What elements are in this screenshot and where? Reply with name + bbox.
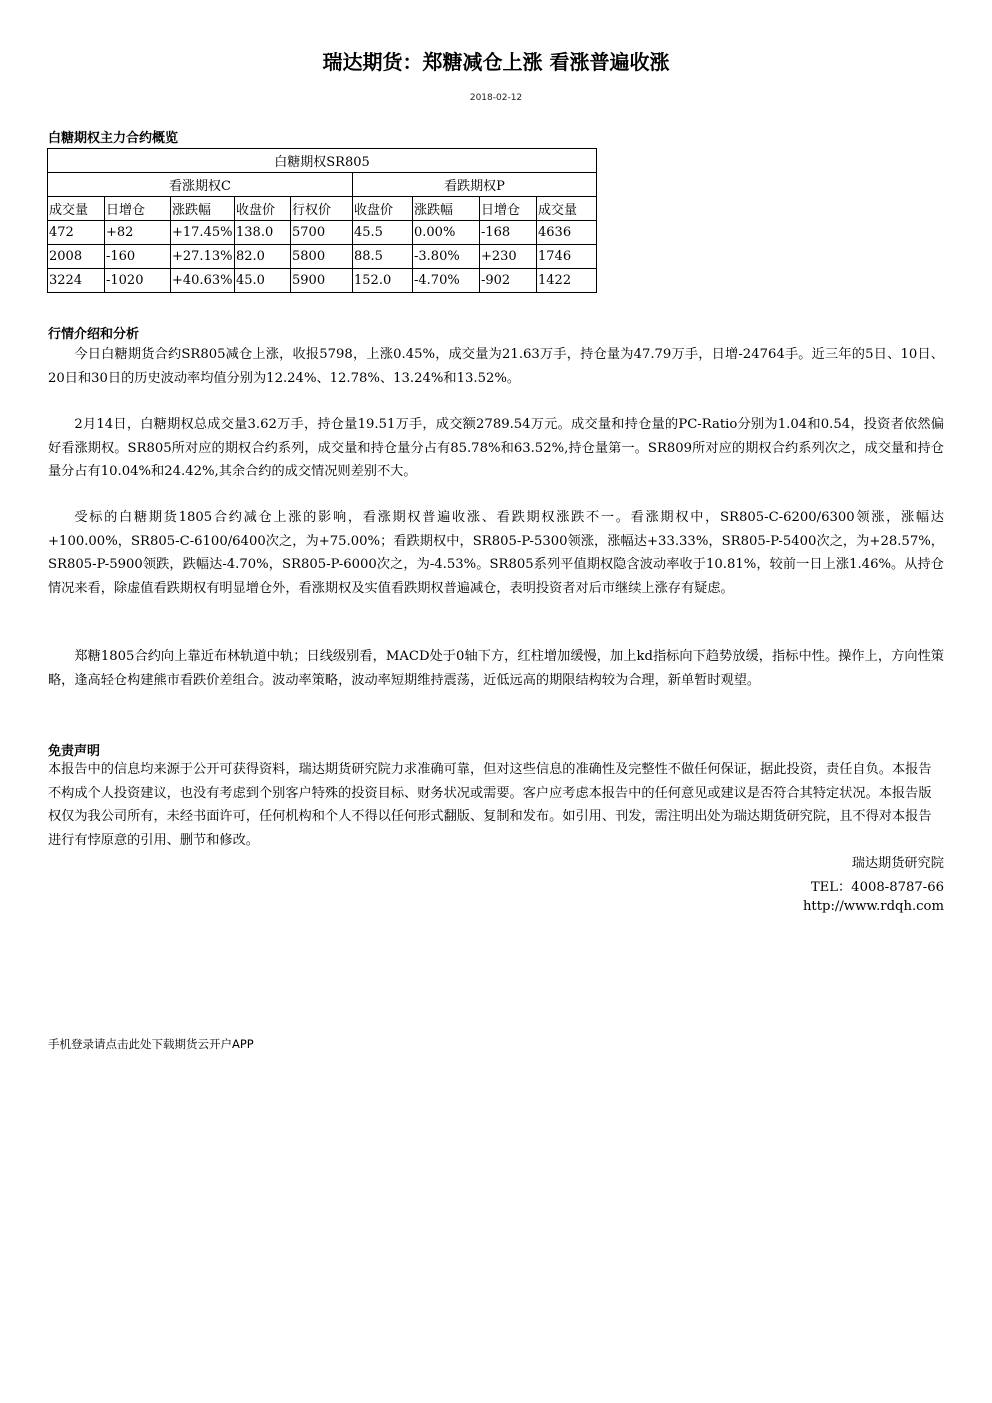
page-title: 瑞达期货：郑糖减仓上涨 看涨普遍收涨	[322, 50, 670, 74]
table-cell: 45.5	[353, 221, 413, 245]
table-cell: 472	[48, 221, 105, 245]
download-app-link[interactable]: 手机登录请点击此处下载期货云开户APP	[48, 1037, 254, 1051]
table-cell: 88.5	[353, 245, 413, 269]
section-heading-overview: 白糖期权主力合约概览	[48, 131, 179, 146]
table-row	[48, 221, 597, 245]
table-row	[48, 245, 597, 269]
section-heading-disclaimer: 免责声明	[48, 744, 101, 759]
table-cell: -4.70%	[413, 269, 480, 293]
table-cell: -3.80%	[413, 245, 480, 269]
table-cell: -168	[480, 221, 537, 245]
column-header: 涨跌幅	[171, 197, 235, 221]
table-cell: 152.0	[353, 269, 413, 293]
table-cell: 1746	[537, 245, 597, 269]
table-cell: +82	[105, 221, 171, 245]
table-cell: 4636	[537, 221, 597, 245]
report-date: 2018-02-12	[469, 93, 523, 103]
table-cell: +17.45%	[171, 221, 235, 245]
paragraph-text: 2月14日，白糖期权总成交量3.62万手，持仓量19.51万手，成交额2789.54万元。成交量和持仓量的PC-Ratio分别为1.04和0.54，投资者依然偏好看涨期权。SR805所对应的期权合约系列，成交量和持仓量分占有85.78%和63.52%,持仓量第一。SR809所对应的期权合约系列次之，成交量和持仓量分占有10.04%和24.42%,其余合约的成交情况则差别不大。	[48, 417, 944, 479]
paragraph-text: 郑糖1805合约向上靠近布林轨道中轨；日线级别看，MACD处于0轴下方，红柱增加缓慢，加上kd指标向下趋势放缓，指标中性。操作上，方向性策略，逢高轻仓构建熊市看跌价差组合。波动率策略，波动率短期维持震荡，近低远高的期限结构较为合理，新单暂时观望。	[48, 649, 944, 688]
analysis-paragraph-1	[48, 343, 944, 390]
analysis-paragraph-2	[48, 413, 944, 484]
column-header: 收盘价	[235, 197, 291, 221]
table-cell: 5700	[291, 221, 353, 245]
table-group-row	[48, 173, 597, 197]
analysis-paragraph-3	[48, 506, 944, 600]
column-header: 日增仓	[105, 197, 171, 221]
signature-url[interactable]: http://www.rdqh.com	[802, 899, 944, 914]
paragraph-text: 今日白糖期货合约SR805减仓上涨，收报5798，上涨0.45%，成交量为21.63万手，持仓量为47.79万手，日增-24764手。近三年的5日、10日、20日和30日的历史波动率均值分别为12.24%、12.78%、13.24%和13.52%。	[48, 347, 944, 386]
column-header: 日增仓	[480, 197, 537, 221]
table-cell: 1422	[537, 269, 597, 293]
table-cell: 3224	[48, 269, 105, 293]
column-header: 行权价	[291, 197, 353, 221]
signature-org: 瑞达期货研究院	[851, 856, 944, 871]
put-header: 看跌期权P	[353, 173, 597, 197]
paragraph-text: 受标的白糖期货1805合约减仓上涨的影响，看涨期权普遍收涨、看跌期权涨跌不一。看涨期权中，SR805-C-6200/6300领涨，涨幅达+100.00%，SR805-C-6100/6400次之，为+75.00%；看跌期权中，SR805-P-5300领涨，涨幅达+33.33%，SR805-P-5400次之，为+28.57%，SR805-P-5900领跌，跌幅达-4.70%，SR805-P-6000次之，为-4.53%。SR805系列平值期权隐含波动率收于10.81%，较前一日上涨1.46%。从持仓情况来看，除虚值看跌期权有明显增仓外，看涨期权及实值看跌期权普遍减仓，表明投资者对后市继续上涨存有疑虑。	[48, 510, 944, 596]
column-header: 涨跌幅	[413, 197, 480, 221]
table-header-row	[48, 197, 597, 221]
options-table	[47, 148, 597, 293]
table-caption-row	[48, 149, 597, 173]
table-cell: +27.13%	[171, 245, 235, 269]
table-cell: 2008	[48, 245, 105, 269]
table-cell: +230	[480, 245, 537, 269]
table-cell: 0.00%	[413, 221, 480, 245]
table-caption: 白糖期权SR805	[48, 149, 597, 173]
table-cell: +40.63%	[171, 269, 235, 293]
column-header: 成交量	[537, 197, 597, 221]
table-row	[48, 269, 597, 293]
column-header: 成交量	[48, 197, 105, 221]
column-header: 收盘价	[353, 197, 413, 221]
table-cell: 45.0	[235, 269, 291, 293]
section-heading-analysis: 行情介绍和分析	[48, 327, 140, 342]
signature-tel: TEL：4008-8787-66	[810, 880, 944, 895]
table-cell: -1020	[105, 269, 171, 293]
table-cell: 5900	[291, 269, 353, 293]
call-header: 看涨期权C	[48, 173, 353, 197]
table-cell: -160	[105, 245, 171, 269]
disclaimer-text: 本报告中的信息均来源于公开可获得资料，瑞达期货研究院力求准确可靠，但对这些信息的准确性及完整性不做任何保证，据此投资，责任自负。本报告不构成个人投资建议，也没有考虑到个别客户特殊的投资目标、财务状况或需要。客户应考虑本报告中的任何意见或建议是否符合其特定状况。本报告版权仅为我公司所有，未经书面许可，任何机构和个人不得以任何形式翻版、复制和发布。如引用、刊发，需注明出处为瑞达期货研究院，且不得对本报告进行有悖原意的引用、删节和修改。	[48, 762, 932, 848]
table-cell: -902	[480, 269, 537, 293]
analysis-paragraph-4	[48, 645, 944, 692]
table-cell: 138.0	[235, 221, 291, 245]
table-cell: 82.0	[235, 245, 291, 269]
table-cell: 5800	[291, 245, 353, 269]
